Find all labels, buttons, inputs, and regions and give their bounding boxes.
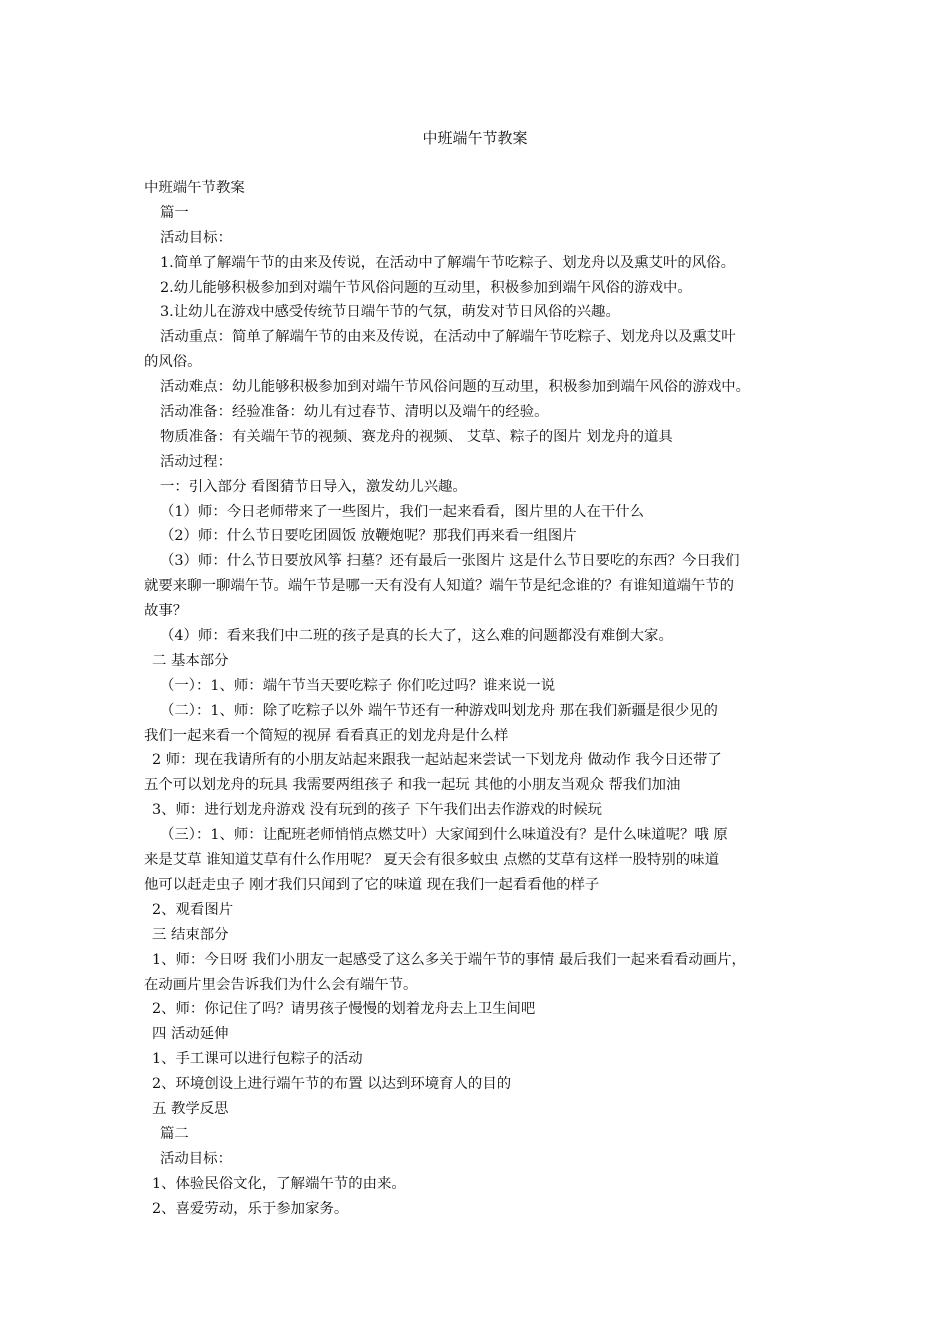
text-line-part-one-heading: 篇一 [160,204,189,221]
text-line-intro-step-3: （3）师：什么节日要放风筝 扫墓？还有最后一张图片 这是什么节日要吃的东西？今日我们 [160,553,740,570]
text-line-intro-step-3-cont: 就要来聊一聊端午节。端午节是哪一天有没有人知道？端午节是纪念谁的？有谁知道端午节的 [144,578,735,595]
text-line-ending-part: 三 结束部分 [152,926,229,943]
text-line-basic-3-cont: 来是艾草 谁知道艾草有什么作用呢？ 夏天会有很多蚊虫 点燃的艾草有这样一股特别的味道 [144,852,719,869]
text-line-ending-1-cont: 在动画片里会告诉我们为什么会有端午节。 [144,976,418,993]
document-body [144,176,834,1221]
text-line-intro-step-1: （1）师：今日老师带来了一些图片，我们一起来看看，图片里的人在干什么 [160,503,645,520]
text-line-key-point-cont: 的风俗。 [144,354,202,371]
text-line-goal-2-1: 1、体验民俗文化，了解端午节的由来。 [152,1175,406,1192]
text-line-extension-heading: 四 活动延伸 [152,1026,229,1043]
document-title: 中班端午节教案 [422,129,528,147]
text-line-intro-step-3-end: 故事？ [144,603,188,620]
text-line-part-two-heading: 篇二 [160,1125,189,1142]
text-line-intro-step-4: （4）师：看来我们中二班的孩子是真的长大了，这么难的问题都没有难倒大家。 [160,628,673,645]
text-line-basic-2-step-2-cont: 五个可以划龙舟的玩具 我需要两组孩子 和我一起玩 其他的小朋友当观众 帮我们加油 [144,777,681,794]
text-line-ending-1: 1、师：今日呀 我们小朋友一起感受了这么多关于端午节的事情 最后我们一起来看看动画片， [152,951,746,968]
text-line-extension-2: 2、环境创设上进行端午节的布置 以达到环境育人的目的 [152,1076,512,1093]
text-line-basic-1: （一）：1、师：端午节当天要吃粽子 你们吃过吗？谁来说一说 [160,677,556,694]
text-line-basic-2: （二）：1、师：除了吃粽子以外 端午节还有一种游戏叫划龙舟 那在我们新疆是很少见的 [160,702,718,719]
text-line-basic-2-step-3: 3、师：进行划龙舟游戏 没有玩到的孩子 下午我们出去作游戏的时候玩 [152,802,603,819]
text-line-basic-3: （三）：1、师：让配班老师悄悄点燃艾叶）大家闻到什么味道没有？是什么味道呢？哦 原 [160,827,728,844]
text-line-difficulty: 活动难点：幼儿能够积极参加到对端午节风俗问题的互动里，积极参加到端午风俗的游戏中。 [160,379,751,396]
text-line-basic-3-end: 他可以赶走虫子 刚才我们只闻到了它的味道 现在我们一起看看他的样子 [144,876,600,893]
text-line-goals-heading: 活动目标： [160,229,232,246]
text-line-ending-2: 2、师：你记住了吗？请男孩子慢慢的划着龙舟去上卫生间吧 [152,1001,536,1018]
text-line-goal-2: 2.幼儿能够积极参加到对端午节风俗问题的互动里，积极参加到端午风俗的游戏中。 [160,279,692,296]
text-line-section-title: 中班端午节教案 [144,180,245,196]
text-line-experience-prep: 活动准备：经验准备：幼儿有过春节、清明以及端午的经验。 [160,404,549,421]
text-line-goal-3: 3.让幼儿在游戏中感受传统节日端午节的气氛，萌发对节日风俗的兴趣。 [160,304,620,321]
text-line-basic-2-cont: 我们一起来看一个简短的视屏 看看真正的划龙舟是什么样 [144,727,509,744]
text-line-key-point: 活动重点：简单了解端午节的由来及传说，在活动中了解端午节吃粽子、划龙舟以及熏艾叶 [160,329,736,346]
text-line-extension-1: 1、手工课可以进行包粽子的活动 [152,1051,363,1068]
text-line-intro-step-2: （2）师：什么节日要吃团圆饭 放鞭炮呢？那我们再来看一组图片 [160,528,577,545]
text-line-goals-heading-2: 活动目标： [160,1150,232,1167]
text-line-view-pictures: 2、观看图片 [152,901,234,918]
text-line-intro-part: 一：引入部分 看图猜节日导入，激发幼儿兴趣。 [160,478,467,495]
text-line-goal-2-2: 2、喜爱劳动，乐于参加家务。 [152,1200,349,1217]
text-line-basic-part: 二 基本部分 [152,652,229,669]
text-line-process-heading: 活动过程： [160,453,232,470]
text-line-material-prep: 物质准备：有关端午节的视频、赛龙舟的视频、 艾草、粽子的图片 划龙舟的道具 [160,428,673,445]
text-line-reflection-heading: 五 教学反思 [152,1100,229,1117]
text-line-goal-1: 1.简单了解端午节的由来及传说，在活动中了解端午节吃粽子、划龙舟以及熏艾叶的风俗。 [160,254,735,271]
text-line-basic-2-step-2: 2 师：现在我请所有的小朋友站起来跟我一起站起来尝试一下划龙舟 做动作 我今日还带了 [152,752,722,769]
